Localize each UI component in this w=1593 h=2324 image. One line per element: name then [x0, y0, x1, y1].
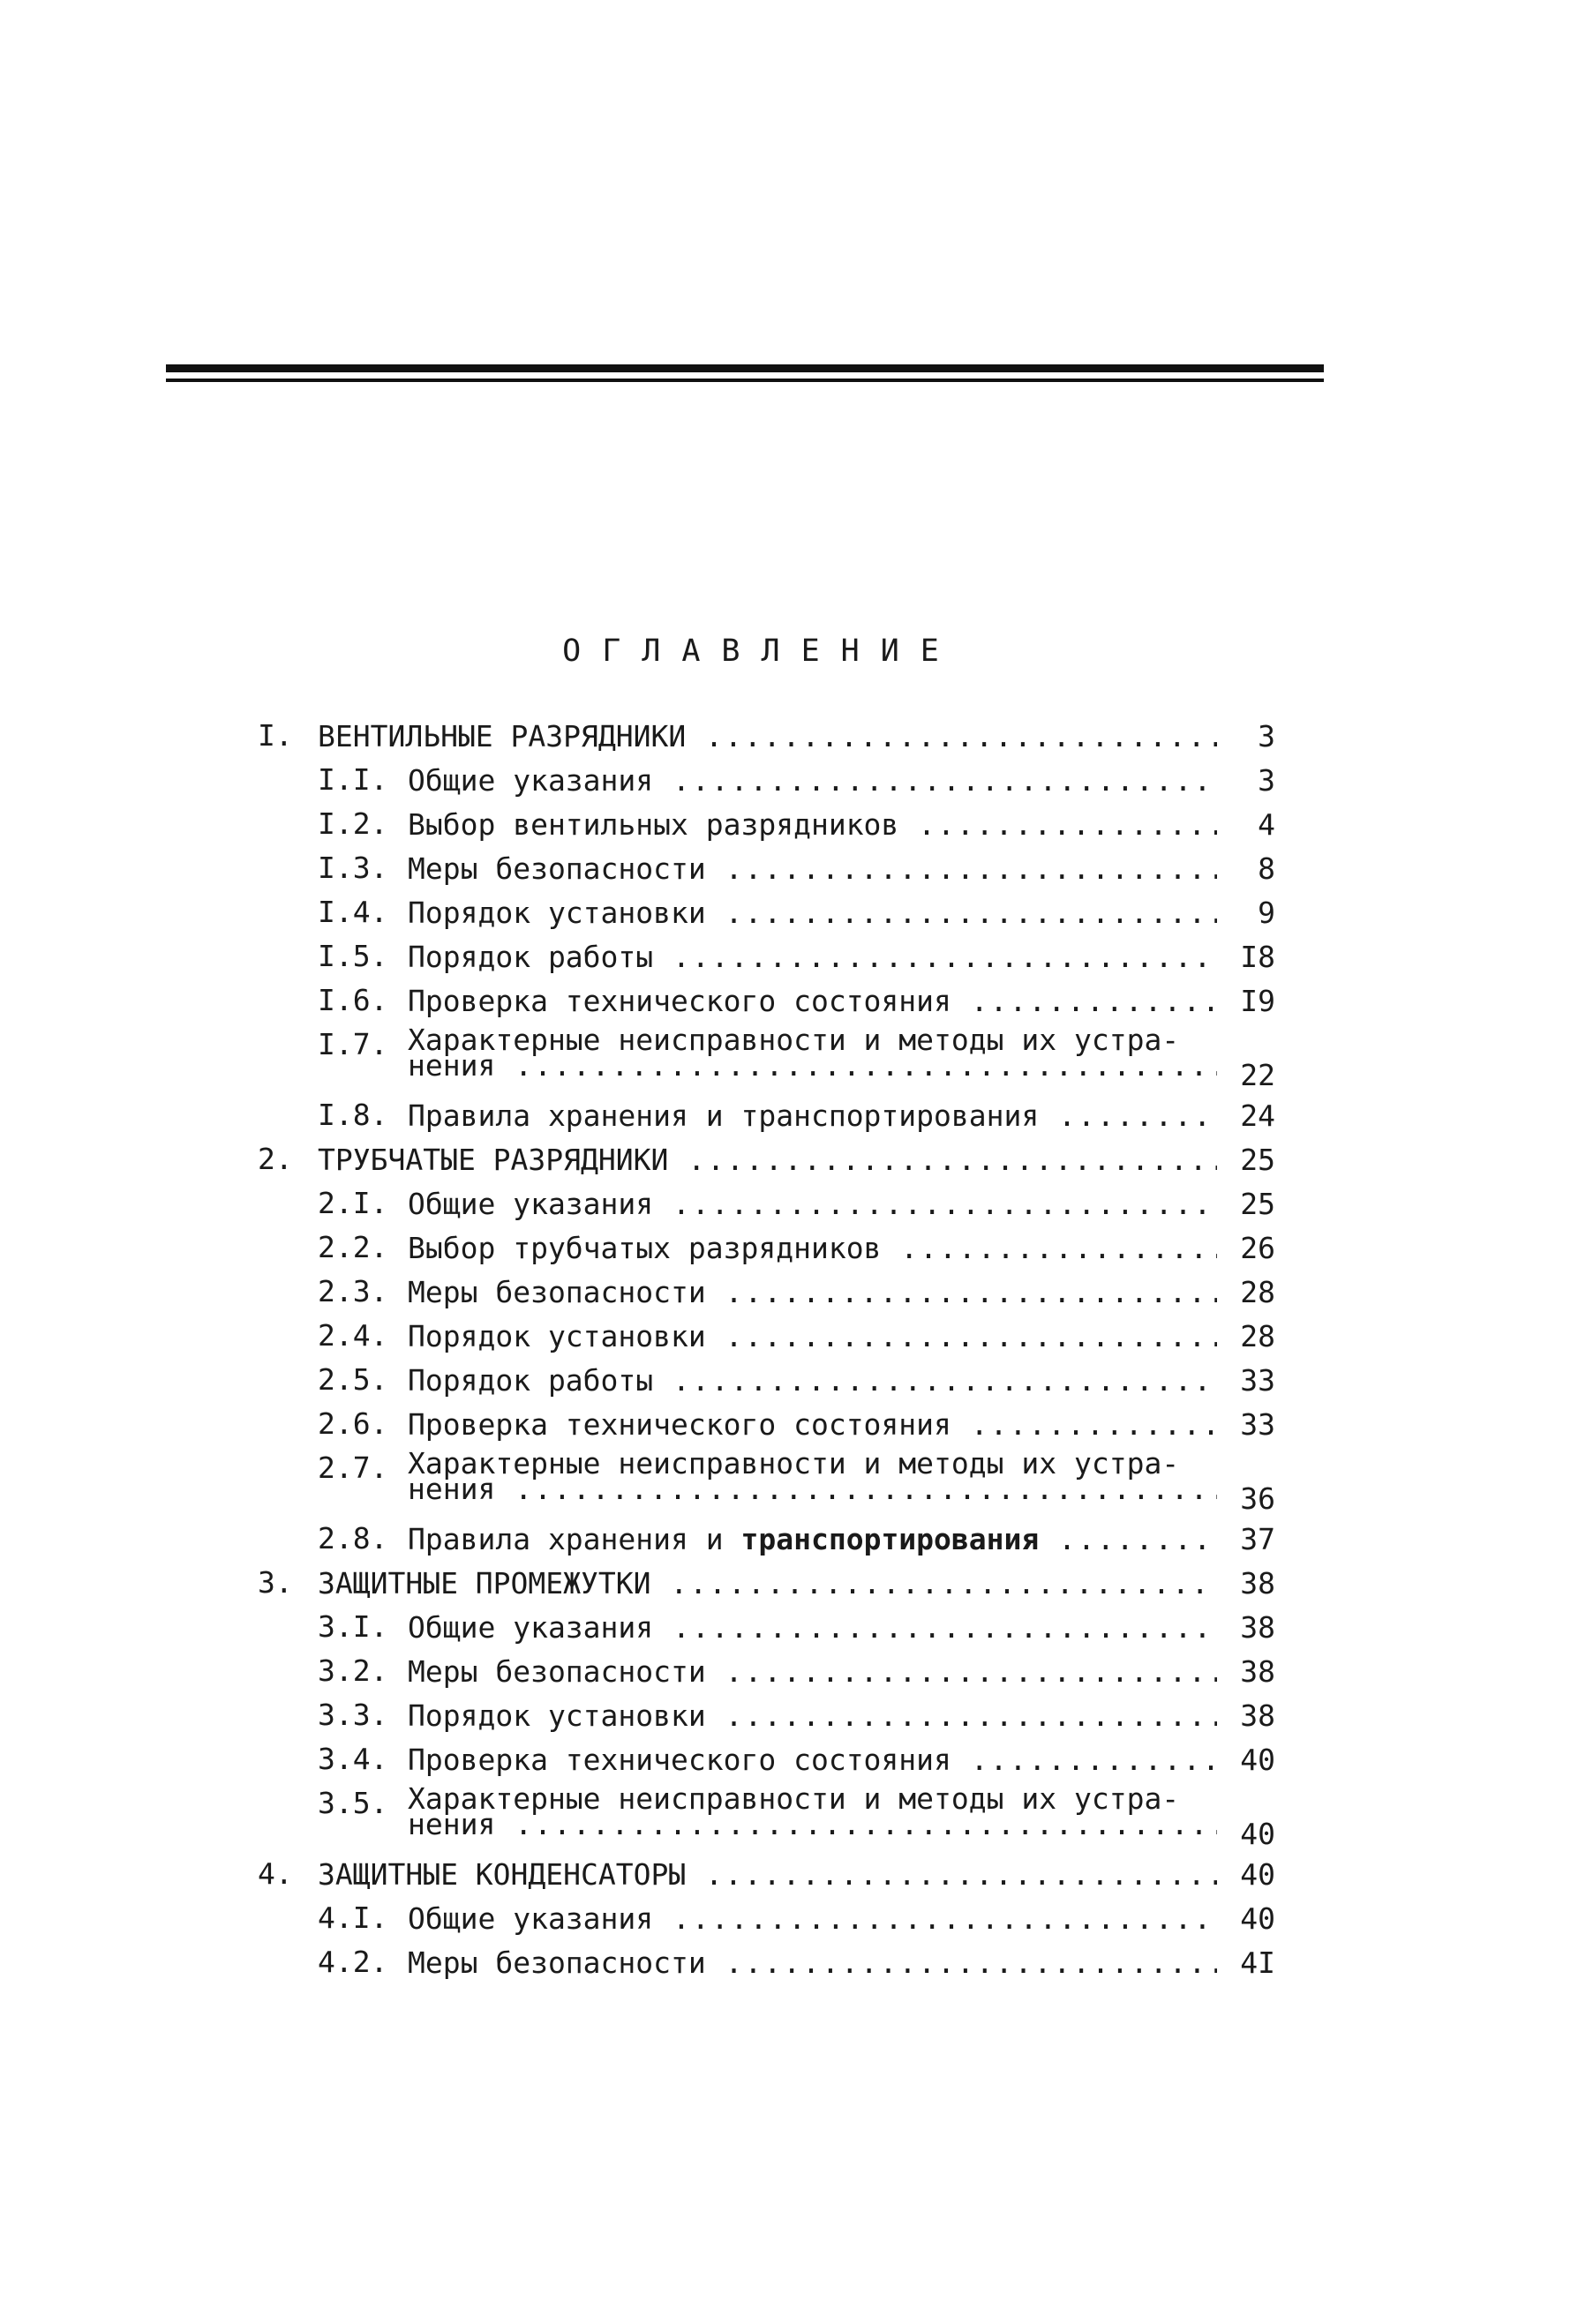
- toc-page: 40: [1240, 1857, 1275, 1892]
- toc-page: 38: [1240, 1654, 1275, 1689]
- toc-number: 2.3.: [318, 1274, 388, 1308]
- table-of-contents: [0, 718, 1593, 1989]
- toc-page: 3: [1258, 719, 1275, 753]
- toc-page: 40: [1240, 1743, 1275, 1777]
- toc-label: Меры безопасности .....: [408, 1653, 1217, 1691]
- toc-label: [408, 1023, 1217, 1078]
- toc-number: 2.4.: [318, 1318, 388, 1353]
- toc-number: 3.5.: [318, 1786, 388, 1820]
- toc-label-line2: нения .....: [408, 1811, 1217, 1837]
- toc-page: 33: [1240, 1363, 1275, 1398]
- toc-page: 25: [1240, 1143, 1275, 1177]
- toc-page: 24: [1240, 1098, 1275, 1133]
- toc-label: Проверка технического состояния .....: [408, 983, 1217, 1020]
- toc-section-1-8: [0, 1098, 1593, 1142]
- toc-label: Порядок установки .....: [408, 1698, 1217, 1735]
- toc-number: 3.4.: [318, 1742, 388, 1776]
- toc-section-2-2: [0, 1230, 1593, 1274]
- toc-chapter-2: [0, 1142, 1593, 1186]
- toc-title: ОГЛАВЛЕНИЕ: [562, 633, 960, 669]
- toc-section-1-7: [0, 1023, 1593, 1098]
- toc-label: Общие указания .....: [408, 1900, 1217, 1938]
- toc-number: 3.3.: [318, 1698, 388, 1732]
- toc-label-line1: Характерные неисправности и методы их устра-: [408, 1023, 1180, 1057]
- toc-number: I.8.: [318, 1098, 388, 1132]
- toc-section-2-4: [0, 1318, 1593, 1362]
- toc-section-1-5: [0, 939, 1593, 983]
- toc-section-3-5: [0, 1781, 1593, 1856]
- toc-number: I.7.: [318, 1027, 388, 1061]
- toc-label: Меры безопасности .....: [408, 1274, 1217, 1311]
- toc-label: Меры безопасности .....: [408, 1945, 1217, 1982]
- toc-label: [408, 1781, 1217, 1837]
- toc-label: ЗАЩИТНЫЕ ПРОМЕЖУТКИ .....: [318, 1565, 1217, 1602]
- toc-label-line2: нения .....: [408, 1476, 1217, 1502]
- toc-label: Порядок работы .....: [408, 939, 1217, 976]
- toc-section-2-3: [0, 1274, 1593, 1318]
- toc-number: 3.I.: [318, 1609, 388, 1644]
- toc-label-bold-part: транспортирования: [740, 1522, 1040, 1556]
- header-rule-thin: [166, 379, 1324, 382]
- toc-section-1-1: [0, 762, 1593, 806]
- toc-number: 2.2.: [318, 1230, 388, 1264]
- toc-chapter-4: [0, 1856, 1593, 1900]
- toc-label: ВЕНТИЛЬНЫЕ РАЗРЯДНИКИ .....: [318, 718, 1217, 755]
- toc-label: Проверка технического состояния .....: [408, 1406, 1217, 1443]
- toc-section-2-8: [0, 1521, 1593, 1565]
- toc-page: 4: [1258, 807, 1275, 842]
- toc-page: 26: [1240, 1231, 1275, 1265]
- toc-label: [408, 1521, 1217, 1558]
- toc-label-line1: Характерные неисправности и методы их устра-: [408, 1446, 1180, 1481]
- toc-label: Правила хранения и транспортирования .....: [408, 1098, 1217, 1135]
- toc-section-2-7: [0, 1446, 1593, 1521]
- toc-section-2-1: [0, 1186, 1593, 1230]
- toc-label-line2: нения .....: [408, 1053, 1217, 1078]
- toc-number: 2.6.: [318, 1406, 388, 1441]
- toc-page: 8: [1258, 851, 1275, 886]
- toc-number: 2.: [258, 1142, 293, 1176]
- toc-page: I8: [1240, 940, 1275, 974]
- toc-number: I.5.: [318, 939, 388, 973]
- toc-page: 28: [1240, 1275, 1275, 1309]
- toc-page: 33: [1240, 1407, 1275, 1442]
- toc-number: 2.I.: [318, 1186, 388, 1220]
- toc-number: 4.2.: [318, 1945, 388, 1979]
- toc-label: Меры безопасности .....: [408, 851, 1217, 888]
- toc-number: I.4.: [318, 895, 388, 929]
- toc-chapter-3: [0, 1565, 1593, 1609]
- toc-page: 22: [1240, 1058, 1275, 1092]
- toc-number: 3.: [258, 1565, 293, 1600]
- toc-number: I.2.: [318, 806, 388, 841]
- toc-page: I9: [1240, 984, 1275, 1018]
- toc-section-3-3: [0, 1698, 1593, 1742]
- toc-number: 2.5.: [318, 1362, 388, 1397]
- header-rule-thick: [166, 364, 1324, 372]
- toc-page: 38: [1240, 1698, 1275, 1733]
- toc-page: 38: [1240, 1566, 1275, 1601]
- toc-page: 36: [1240, 1481, 1275, 1516]
- toc-number: I.3.: [318, 851, 388, 885]
- toc-section-3-4: [0, 1742, 1593, 1786]
- toc-number: 3.2.: [318, 1653, 388, 1688]
- toc-label: Порядок установки .....: [408, 1318, 1217, 1355]
- toc-label: ТРУБЧАТЫЕ РАЗРЯДНИКИ .....: [318, 1142, 1217, 1179]
- toc-label: [408, 1446, 1217, 1502]
- toc-label: Порядок работы .....: [408, 1362, 1217, 1399]
- toc-chapter-1: [0, 718, 1593, 762]
- toc-page: 40: [1240, 1901, 1275, 1936]
- toc-number: 4.: [258, 1856, 293, 1891]
- toc-number: I.I.: [318, 762, 388, 797]
- toc-label: Общие указания .....: [408, 1186, 1217, 1223]
- toc-section-3-1: [0, 1609, 1593, 1653]
- toc-page: 37: [1240, 1522, 1275, 1556]
- toc-number: 2.7.: [318, 1451, 388, 1485]
- toc-section-1-3: [0, 851, 1593, 895]
- toc-section-2-5: [0, 1362, 1593, 1406]
- toc-label: ЗАЩИТНЫЕ КОНДЕНСАТОРЫ .....: [318, 1856, 1217, 1893]
- toc-section-1-2: [0, 806, 1593, 851]
- toc-page: 28: [1240, 1319, 1275, 1353]
- toc-section-2-6: [0, 1406, 1593, 1451]
- toc-number: I.6.: [318, 983, 388, 1017]
- toc-label-part: Правила хранения и: [408, 1522, 724, 1556]
- toc-page: 3: [1258, 763, 1275, 798]
- toc-page: 25: [1240, 1187, 1275, 1221]
- toc-label: Проверка технического состояния .....: [408, 1742, 1217, 1779]
- toc-page: 38: [1240, 1610, 1275, 1645]
- toc-label: Общие указания .....: [408, 1609, 1217, 1646]
- toc-label: Порядок установки .....: [408, 895, 1217, 932]
- toc-page: 4I: [1240, 1945, 1275, 1980]
- toc-page: 9: [1258, 896, 1275, 930]
- toc-page: 40: [1240, 1817, 1275, 1851]
- toc-label: Выбор трубчатых разрядников .....: [408, 1230, 1217, 1267]
- toc-section-3-2: [0, 1653, 1593, 1698]
- toc-section-4-2: [0, 1945, 1593, 1989]
- toc-label: Общие указания .....: [408, 762, 1217, 799]
- toc-section-4-1: [0, 1900, 1593, 1945]
- toc-label-line1: Характерные неисправности и методы их устра-: [408, 1781, 1180, 1816]
- toc-number: 4.I.: [318, 1900, 388, 1935]
- toc-section-1-4: [0, 895, 1593, 939]
- toc-section-1-6: [0, 983, 1593, 1027]
- toc-number: 2.8.: [318, 1521, 388, 1556]
- toc-label: Выбор вентильных разрядников .....: [408, 806, 1217, 843]
- toc-number: I.: [258, 718, 293, 753]
